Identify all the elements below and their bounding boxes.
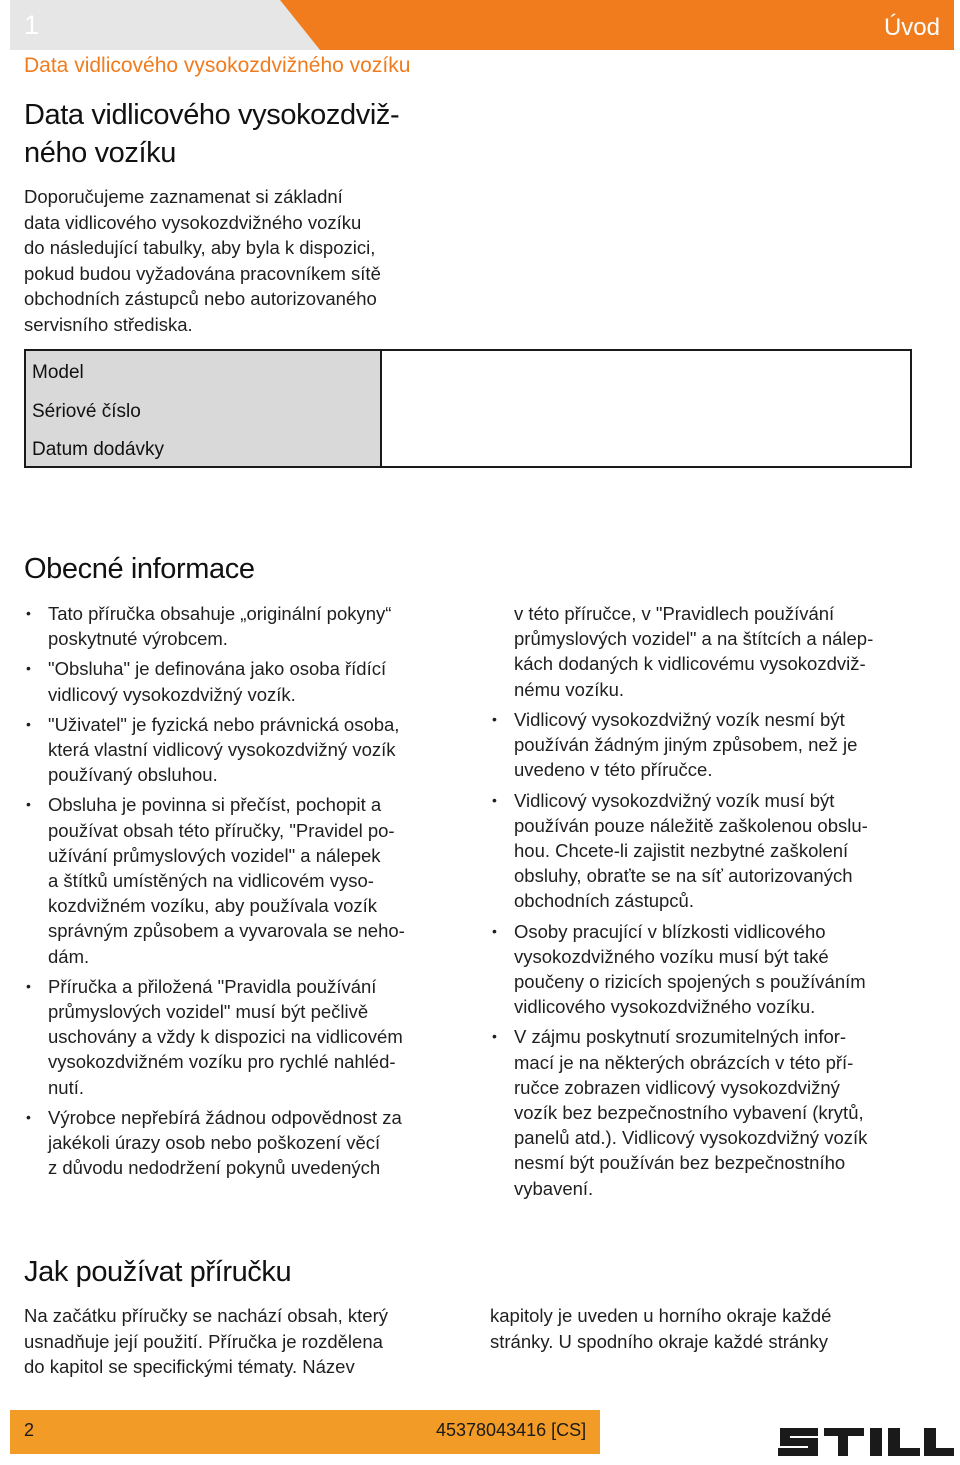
list-item: • Osoby pracující v blízkosti vidlicového vysokozdvižného vozíku musí být také poučeny o rizicích spojených s používáním vidlicového vysokozdvižného vozíku. <box>492 920 866 1018</box>
list-item: • Výrobce nepřebírá žádnou odpovědnost za jakékoli úrazy osob nebo poškození věcí z důvodu nedodržení pokynů uvedených <box>26 1106 402 1179</box>
section-title-truck-data <box>24 96 399 172</box>
list-item: • "Uživatel" je fyzická nebo právnická osoba, která vlastní vidlicový vysokozdvižný vozík používaný obsluhou. <box>26 713 400 786</box>
document-code: 45378043416 [CS] <box>436 1420 587 1440</box>
list-item: • "Obsluha" je definována jako osoba řídící vidlicový vysokozdvižný vozík. <box>26 658 387 705</box>
list-item: • Obsluha je povinna si přečíst, pochopit a používat obsah této příručky, "Pravidel po- užívání průmyslových vozidel" a nálepek a štítků umístěných na vidlicovém vyso- kozdvižném vozíku, aby používala vozík správným způsobem a vyvarovala se neho- dám. <box>26 794 405 967</box>
table-label-column <box>26 351 382 466</box>
list-item: • Příručka a přiložená "Pravidla používání průmyslových vozidel" musí být pečlivě uschovány a vždy k dispozici na vidlicovém vysokozdvižném vozíku pro rychlé nahléd- nutí. <box>26 975 403 1098</box>
text-line: do následující tabulky, aby byla k dispozici, <box>24 237 376 258</box>
section-title-line: ného vozíku <box>24 137 176 169</box>
table-label-delivery-date: Datum dodávky <box>32 439 165 460</box>
header-band-shape <box>10 0 954 50</box>
list-item: • Vidlicový vysokozdvižný vozík musí být používán pouze náležitě zaškolenou obslu- hou. Chcete-li zajistit nezbytné zaškolení obsluhy, obraťte se na síť autorizovaných obchodních zástupců. <box>492 789 868 912</box>
how-to-use-paragraph-right: kapitoly je uveden u horního okraje každé stránky. U spodního okraje každé stránky <box>490 1305 832 1352</box>
chapter-header-band <box>10 0 954 50</box>
page-number: 2 <box>24 1420 35 1440</box>
list-item: • Tato příručka obsahuje „originální pokyny“ poskytnuté výrobcem. <box>26 603 392 650</box>
running-head: Data vidlicového vysokozdvižného vozíku <box>24 54 411 77</box>
text-line: data vidlicového vysokozdvižného vozíku <box>24 211 362 233</box>
text-line: servisního střediska. <box>24 313 193 335</box>
how-to-use-paragraph-left: Na začátku příručky se nachází obsah, který usnadňuje její použití. Příručka je rozdělena do kapitol se specifickými tématy. Název <box>24 1305 389 1377</box>
chapter-number: 1 <box>24 10 40 40</box>
list-item: • V zájmu poskytnutí srozumitelných infor- mací je na některých obrázcích v této pří- ručce zobrazen vidlicový vysokozdvižný vozík bez bezpečnostního vybavení (krytů, panelů atd.). Vidlicový vysokozdvižný vozík nesmí být používán bez bezpečnostního vybavení. <box>492 1026 868 1199</box>
still-logo <box>778 1428 954 1456</box>
table-value-column <box>382 351 910 466</box>
text-line: pokud budou vyžadována pracovníkem sítě <box>24 262 381 284</box>
right-bullet-list <box>490 707 935 1206</box>
intro-paragraph <box>24 184 381 337</box>
section-title-line: Data vidlicového vysokozdviž- <box>24 99 400 131</box>
left-bullet-list <box>24 601 464 1185</box>
chapter-title: Úvod <box>883 14 940 41</box>
list-item: • Vidlicový vysokozdvižný vozík nesmí být používán žádným jiným způsobem, než je uvedeno v této příručce. <box>492 709 858 781</box>
truck-data-table <box>24 349 912 468</box>
right-column-continuation: v této příručce, v "Pravidlech používání průmyslových vozidel" a na štítcích a nálep- kách dodaných k vidlicovému vysokozdviž- nému vozíku. <box>514 603 874 700</box>
text-line: obchodních zástupců nebo autorizovaného <box>24 288 377 309</box>
section-title-general-info: Obecné informace <box>24 553 255 585</box>
section-title-how-to-use: Jak používat příručku <box>24 1256 292 1288</box>
text-line: Doporučujeme zaznamenat si základní <box>24 186 343 207</box>
table-label-model: Model <box>32 362 84 383</box>
table-label-serial-number: Sériové číslo <box>32 400 141 422</box>
